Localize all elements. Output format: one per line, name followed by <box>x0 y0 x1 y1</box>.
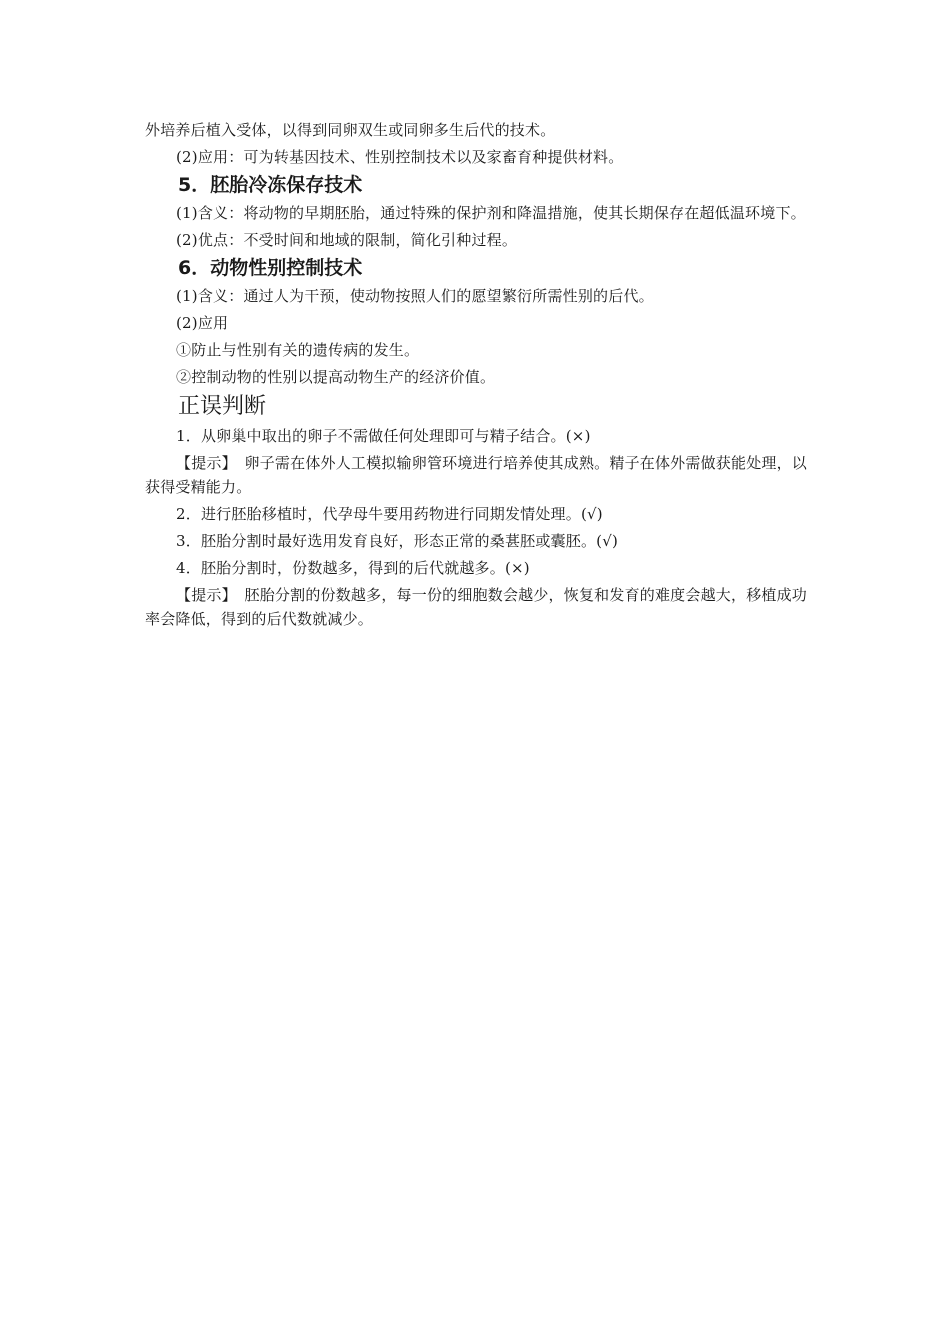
paragraph-continuation: 外培养后植入受体，以得到同卵双生或同卵多生后代的技术。 <box>145 121 556 139</box>
heading-embryo-cryopreservation: 5．胚胎冷冻保存技术 <box>178 174 363 196</box>
paragraph-application-item-1: ①防止与性别有关的遗传病的发生。 <box>176 341 420 359</box>
judgement-item-3: 3．胚胎分割时最好选用发育良好，形态正常的桑葚胚或囊胚。(√) <box>176 532 619 550</box>
heading-true-false: 正误判断 <box>178 394 267 419</box>
paragraph-sex-control-definition: (1)含义：通过人为干预，使动物按照人们的愿望繁衍所需性别的后代。 <box>176 287 654 305</box>
document-page <box>145 118 807 634</box>
judgement-item-2: 2．进行胚胎移植时，代孕母牛要用药物进行同期发情处理。(√) <box>176 505 603 523</box>
paragraph-cryo-definition: (1)含义：将动物的早期胚胎，通过特殊的保护剂和降温措施，使其长期保存在超低温环境下。 <box>176 204 806 222</box>
judgement-tip-1: 【提示】 卵子需在体外人工模拟输卵管环境进行培养使其成熟。精子在体外需做获能处理，以获得受精能力。 <box>145 454 807 496</box>
paragraph-sex-control-application: (2)应用 <box>176 314 229 332</box>
judgement-item-1: 1．从卵巢中取出的卵子不需做任何处理即可与精子结合。(×) <box>176 427 591 445</box>
paragraph-split-application: (2)应用：可为转基因技术、性别控制技术以及家畜育种提供材料。 <box>176 148 624 166</box>
judgement-item-4: 4．胚胎分割时，份数越多，得到的后代就越多。(×) <box>176 559 530 577</box>
paragraph-cryo-advantage: (2)优点：不受时间和地域的限制，简化引种过程。 <box>176 231 518 249</box>
heading-sex-control: 6．动物性别控制技术 <box>178 257 363 279</box>
paragraph-application-item-2: ②控制动物的性别以提高动物生产的经济价值。 <box>176 368 496 386</box>
judgement-tip-4: 【提示】 胚胎分割的份数越多，每一份的细胞数会越少，恢复和发育的难度会越大，移植成功率会降低，得到的后代数就减少。 <box>145 586 807 628</box>
